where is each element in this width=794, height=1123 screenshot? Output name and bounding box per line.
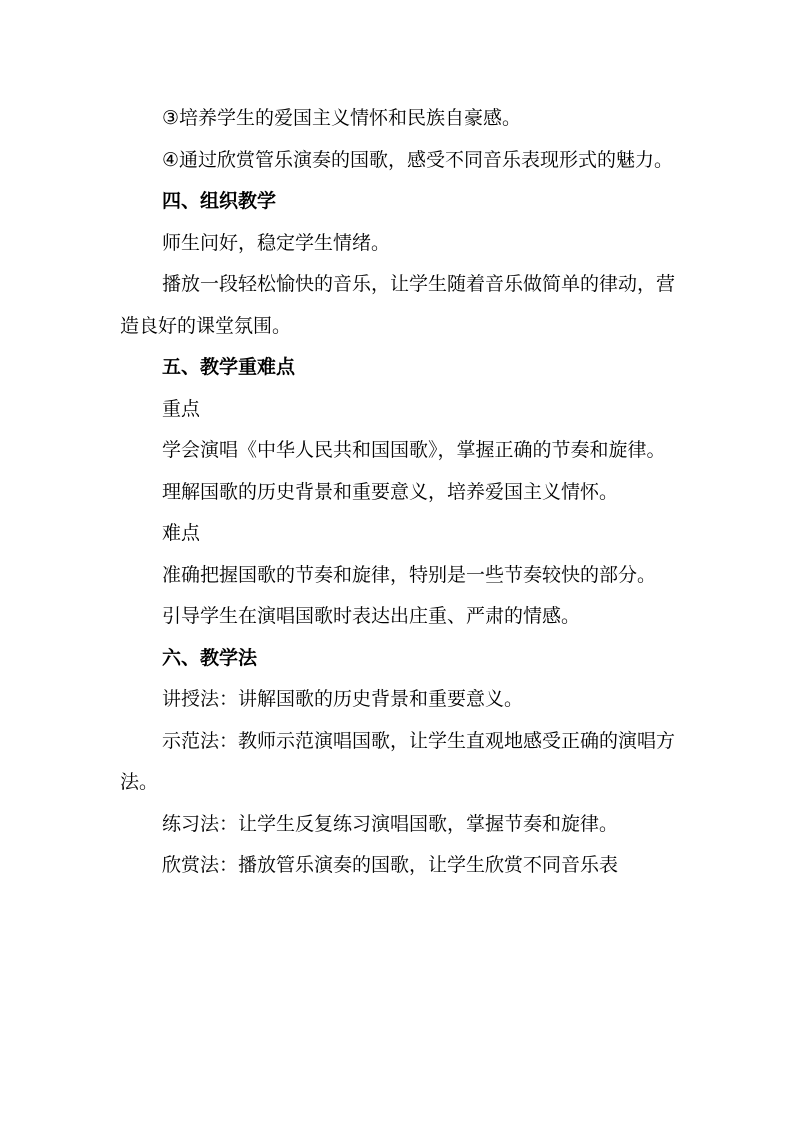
paragraph-method-demonstration: 示范法：教师示范演唱国歌，让学生直观地感受正确的演唱方法。 [120,729,676,793]
paragraph-warmup-music: 播放一段轻松愉快的音乐，让学生随着音乐做简单的律动，营造良好的课堂氛围。 [120,273,676,337]
paragraph-key-point-1: 学会演唱《中华人民共和国国歌》，掌握正确的节奏和旋律。 [162,439,666,461]
document-body [120,98,680,887]
paragraph-method-lecture: 讲授法：讲解国歌的历史背景和重要意义。 [162,688,524,710]
paragraph-goal-4: ④通过欣赏管乐演奏的国歌，感受不同音乐表现形式的魅力。 [162,148,674,171]
section-heading-key-difficult-points: 五、教学重难点 [162,356,296,378]
paragraph-difficult-point-1: 准确把握国歌的节奏和旋律，特别是一些节奏较快的部分。 [162,563,657,586]
paragraph-key-point-2: 理解国歌的历史背景和重要意义，培养爱国主义情怀。 [162,480,619,503]
paragraph-method-appreciation: 欣赏法：播放管乐演奏的国歌，让学生欣赏不同音乐表 [162,854,619,876]
paragraph-difficult-point-2: 引导学生在演唱国歌时表达出庄重、严肃的情感。 [162,605,581,627]
paragraph-method-practice: 练习法：让学生反复练习演唱国歌，掌握节奏和旋律。 [162,812,619,835]
subheading-key-points: 重点 [162,397,201,420]
section-heading-teaching-methods: 六、教学法 [162,646,258,669]
section-heading-organize-teaching: 四、组织教学 [162,190,277,212]
paragraph-goal-3: ③培养学生的爱国主义情怀和民族自豪感。 [162,107,522,129]
subheading-difficult-points: 难点 [162,522,201,544]
paragraph-greeting: 师生问好，稳定学生情绪。 [162,231,391,254]
